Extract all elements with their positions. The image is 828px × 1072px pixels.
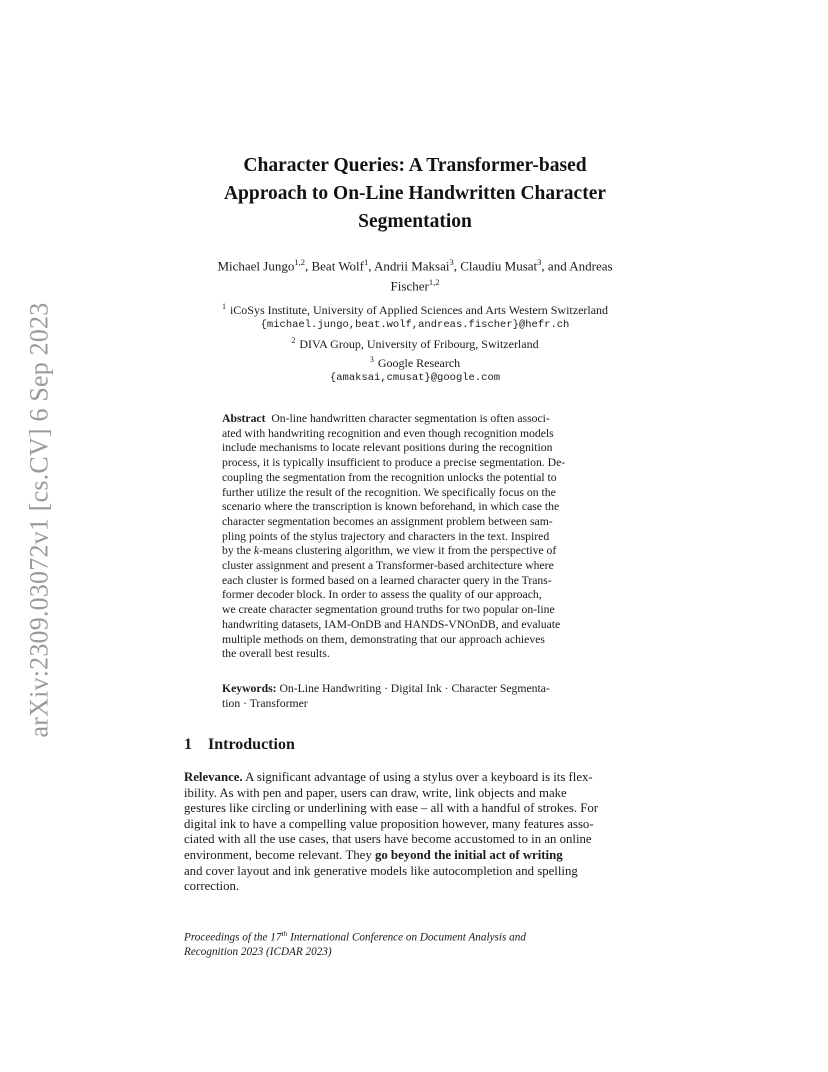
affiliations	[170, 299, 660, 386]
author-affil-mark: 3	[537, 257, 542, 267]
intro-line	[184, 770, 652, 786]
abstract-line: we create character segmentation ground truths for two popular on-line	[222, 603, 555, 617]
abstract-line: ated with handwriting recognition and even though recognition models	[222, 426, 554, 440]
abstract-text: On-line handwritten character segmentation is often associ-	[271, 412, 550, 425]
intro-line: gestures like circling or underlining with ease – all with a handful of strokes. For	[184, 801, 599, 816]
author-name: , Claudiu Musat	[453, 258, 538, 274]
title-line-1: Character Queries: A Transformer-based	[243, 155, 587, 176]
author-affil-mark: 1,2	[428, 277, 440, 288]
abstract-label: Abstract	[222, 412, 266, 425]
footnote-line	[184, 927, 644, 945]
abstract-line: handwriting datasets, IAM-OnDB and HANDS-VNOnDB, and evaluate	[222, 617, 561, 631]
affiliation-1	[170, 299, 660, 318]
abstract-math: k	[253, 544, 259, 558]
intro-emphasis: go beyond the initial act of writing	[374, 847, 563, 862]
affil-text: iCoSys Institute, University of Applied Sciences and Arts Western Switzerland	[229, 303, 609, 317]
author-name: Michael Jungo	[217, 258, 295, 274]
abstract-line: multiple methods on them, demonstrating that our approach achieves	[222, 632, 545, 646]
affil-mark: 2	[291, 336, 296, 345]
abstract-line	[222, 412, 614, 427]
intro-text: A significant advantage of using a stylus over a keyboard is its flex-	[242, 770, 593, 784]
abstract-line: the overall best results.	[222, 647, 330, 661]
footnote-text: Proceedings of the 17	[184, 931, 282, 944]
author-line-1	[170, 254, 660, 274]
author-affil-mark: 1,2	[294, 257, 305, 267]
proceedings-footnote	[184, 927, 644, 959]
abstract-line	[222, 544, 614, 559]
keywords-line: tion · Transformer	[222, 696, 308, 710]
title-line-3: Segmentation	[358, 211, 472, 232]
affil-text: DIVA Group, University of Fribourg, Switzerland	[299, 337, 539, 351]
affiliation-3	[170, 352, 660, 371]
abstract-line: further utilize the result of the recognition. We specifically focus on the	[222, 485, 556, 499]
intro-line: correction.	[184, 879, 240, 894]
keywords	[222, 682, 614, 711]
abstract-line: former decoder block. In order to assess the quality of our approach,	[222, 588, 542, 602]
intro-text: environment, become relevant. They	[184, 847, 375, 862]
author-list	[170, 254, 660, 295]
footnote-text: International Conference on Document Analysis and	[287, 931, 526, 944]
paragraph-lead: Relevance.	[184, 770, 243, 784]
affil-mark: 3	[369, 355, 374, 364]
abstract-line: include mechanisms to locate relevant positions during the recognition	[222, 441, 553, 455]
abstract-text: by the	[222, 544, 254, 558]
author-name: Fischer	[390, 278, 429, 294]
abstract-line: process, it is typically insufficient to produce a precise segmentation. De-	[222, 456, 566, 470]
abstract-line: character segmentation becomes an assignment problem between sam-	[222, 514, 553, 528]
abstract-line: scenario where the transcription is known beforehand, in which case the	[222, 500, 560, 514]
author-name: , Andrii Maksai	[368, 258, 450, 274]
section-heading	[184, 736, 295, 754]
author-affil-mark: 3	[449, 257, 454, 267]
affiliation-email-1: {michael.jungo,beat.wolf,andreas.fischer}@hefr.ch	[260, 319, 570, 331]
intro-line: digital ink to have a compelling value proposition however, many features asso-	[184, 816, 594, 831]
section-title: Introduction	[208, 736, 295, 753]
affiliation-2	[170, 333, 660, 352]
author-line-2	[170, 274, 660, 294]
author-name: , and Andreas	[541, 258, 613, 274]
keywords-label: Keywords:	[222, 682, 277, 695]
intro-line	[184, 848, 652, 864]
author-affil-mark: 1	[364, 257, 369, 267]
author-name: , Beat Wolf	[304, 258, 364, 274]
abstract-line: coupling the segmentation from the recognition unlocks the potential to	[222, 470, 557, 484]
intro-line: ciated with all the use cases, that users have become accustomed to in an online	[184, 832, 592, 847]
keywords-text: On-Line Handwriting · Digital Ink · Character Segmenta-	[279, 682, 550, 695]
paper-title	[150, 152, 680, 236]
intro-line: ibility. As with pen and paper, users can draw, write, link objects and make	[184, 785, 567, 800]
affil-mark: 1	[221, 302, 226, 311]
abstract-line: pling points of the stylus trajectory and characters in the text. Inspired	[222, 529, 550, 543]
keywords-line	[222, 682, 614, 697]
footnote-line: Recognition 2023 (ICDAR 2023)	[184, 945, 332, 958]
arxiv-identifier-stamp	[16, 290, 62, 750]
affil-text: Google Research	[377, 356, 461, 370]
abstract-text: -means clustering algorithm, we view it from the perspective of	[259, 544, 557, 558]
intro-paragraph	[184, 770, 652, 895]
abstract-line: cluster assignment and present a Transformer-based architecture where	[222, 559, 554, 573]
abstract	[222, 412, 614, 662]
title-line-2: Approach to On-Line Handwritten Character	[223, 183, 607, 204]
intro-line: and cover layout and ink generative models like autocompletion and spelling	[184, 863, 578, 878]
section-number: 1	[184, 736, 192, 753]
arxiv-id-text: arXiv:2309.03072v1 [cs.CV] 6 Sep 2023	[24, 302, 54, 738]
affiliation-email-2: {amaksai,cmusat}@google.com	[329, 372, 501, 384]
abstract-line: each cluster is formed based on a learned character query in the Trans-	[222, 573, 552, 587]
footnote-ordinal: th	[281, 929, 288, 938]
